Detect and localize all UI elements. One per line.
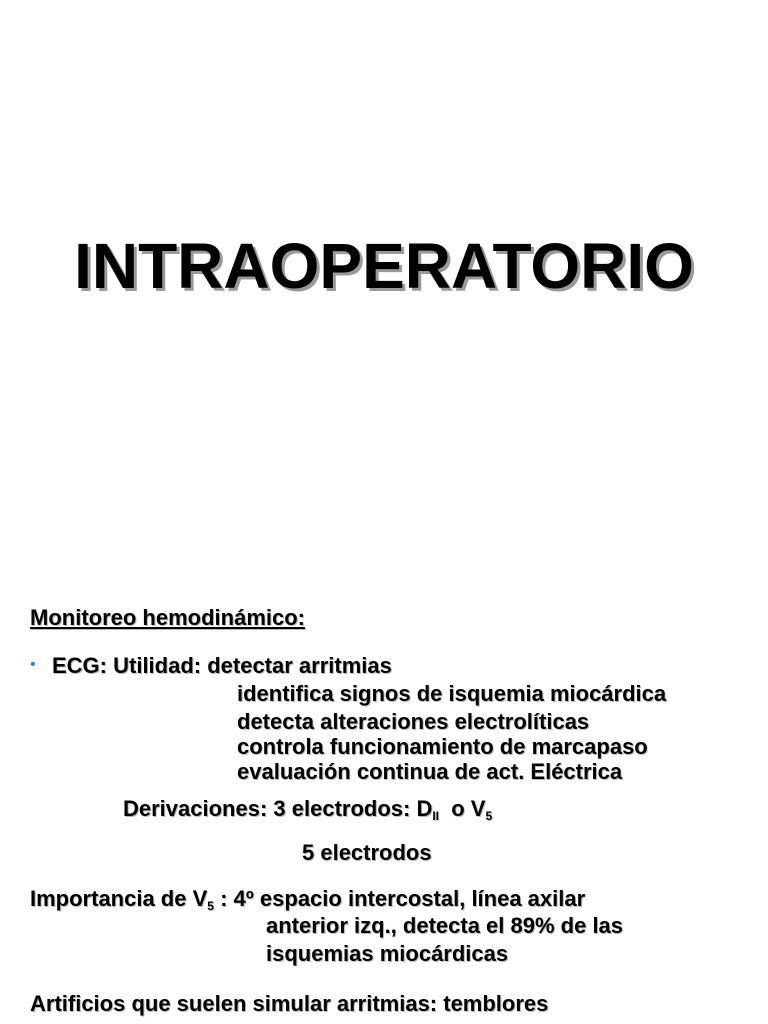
importancia-sub-5: 5 [207, 899, 214, 913]
importancia-line-3: isquemias miocárdicas [266, 941, 509, 966]
ecg-use-2: detecta alteraciones electrolíticas [237, 709, 590, 734]
importancia-line [30, 886, 585, 912]
derivaciones-sub-5: 5 [485, 809, 493, 823]
bullet-icon: • [30, 656, 36, 673]
slide-title: INTRAOPERATORIO [74, 230, 694, 302]
importancia-suffix: : 4º espacio intercostal, línea axilar [220, 886, 586, 911]
ecg-use-3: controla funcionamiento de marcapaso [237, 734, 648, 759]
ecg-use-1: identifica signos de isquemia miocárdica [237, 681, 667, 706]
derivaciones-mid: o V [451, 796, 486, 821]
ecg-utility-line: ECG: Utilidad: detectar arritmias [52, 653, 392, 678]
ecg-use-4: evaluación continua de act. Eléctrica [237, 759, 623, 784]
section-heading: Monitoreo hemodinámico: [30, 605, 305, 630]
artificios-line: Artificios que suelen simular arritmias: temblores [30, 991, 549, 1016]
derivaciones-5-electrodos: 5 electrodos [302, 840, 432, 865]
derivaciones-line [123, 796, 492, 822]
importancia-line-2: anterior izq., detecta el 89% de las [266, 913, 624, 938]
derivaciones-sub-ii: II [432, 809, 440, 823]
derivaciones-prefix: Derivaciones: 3 electrodos: D [123, 796, 433, 821]
importancia-prefix: Importancia de V [30, 886, 208, 911]
